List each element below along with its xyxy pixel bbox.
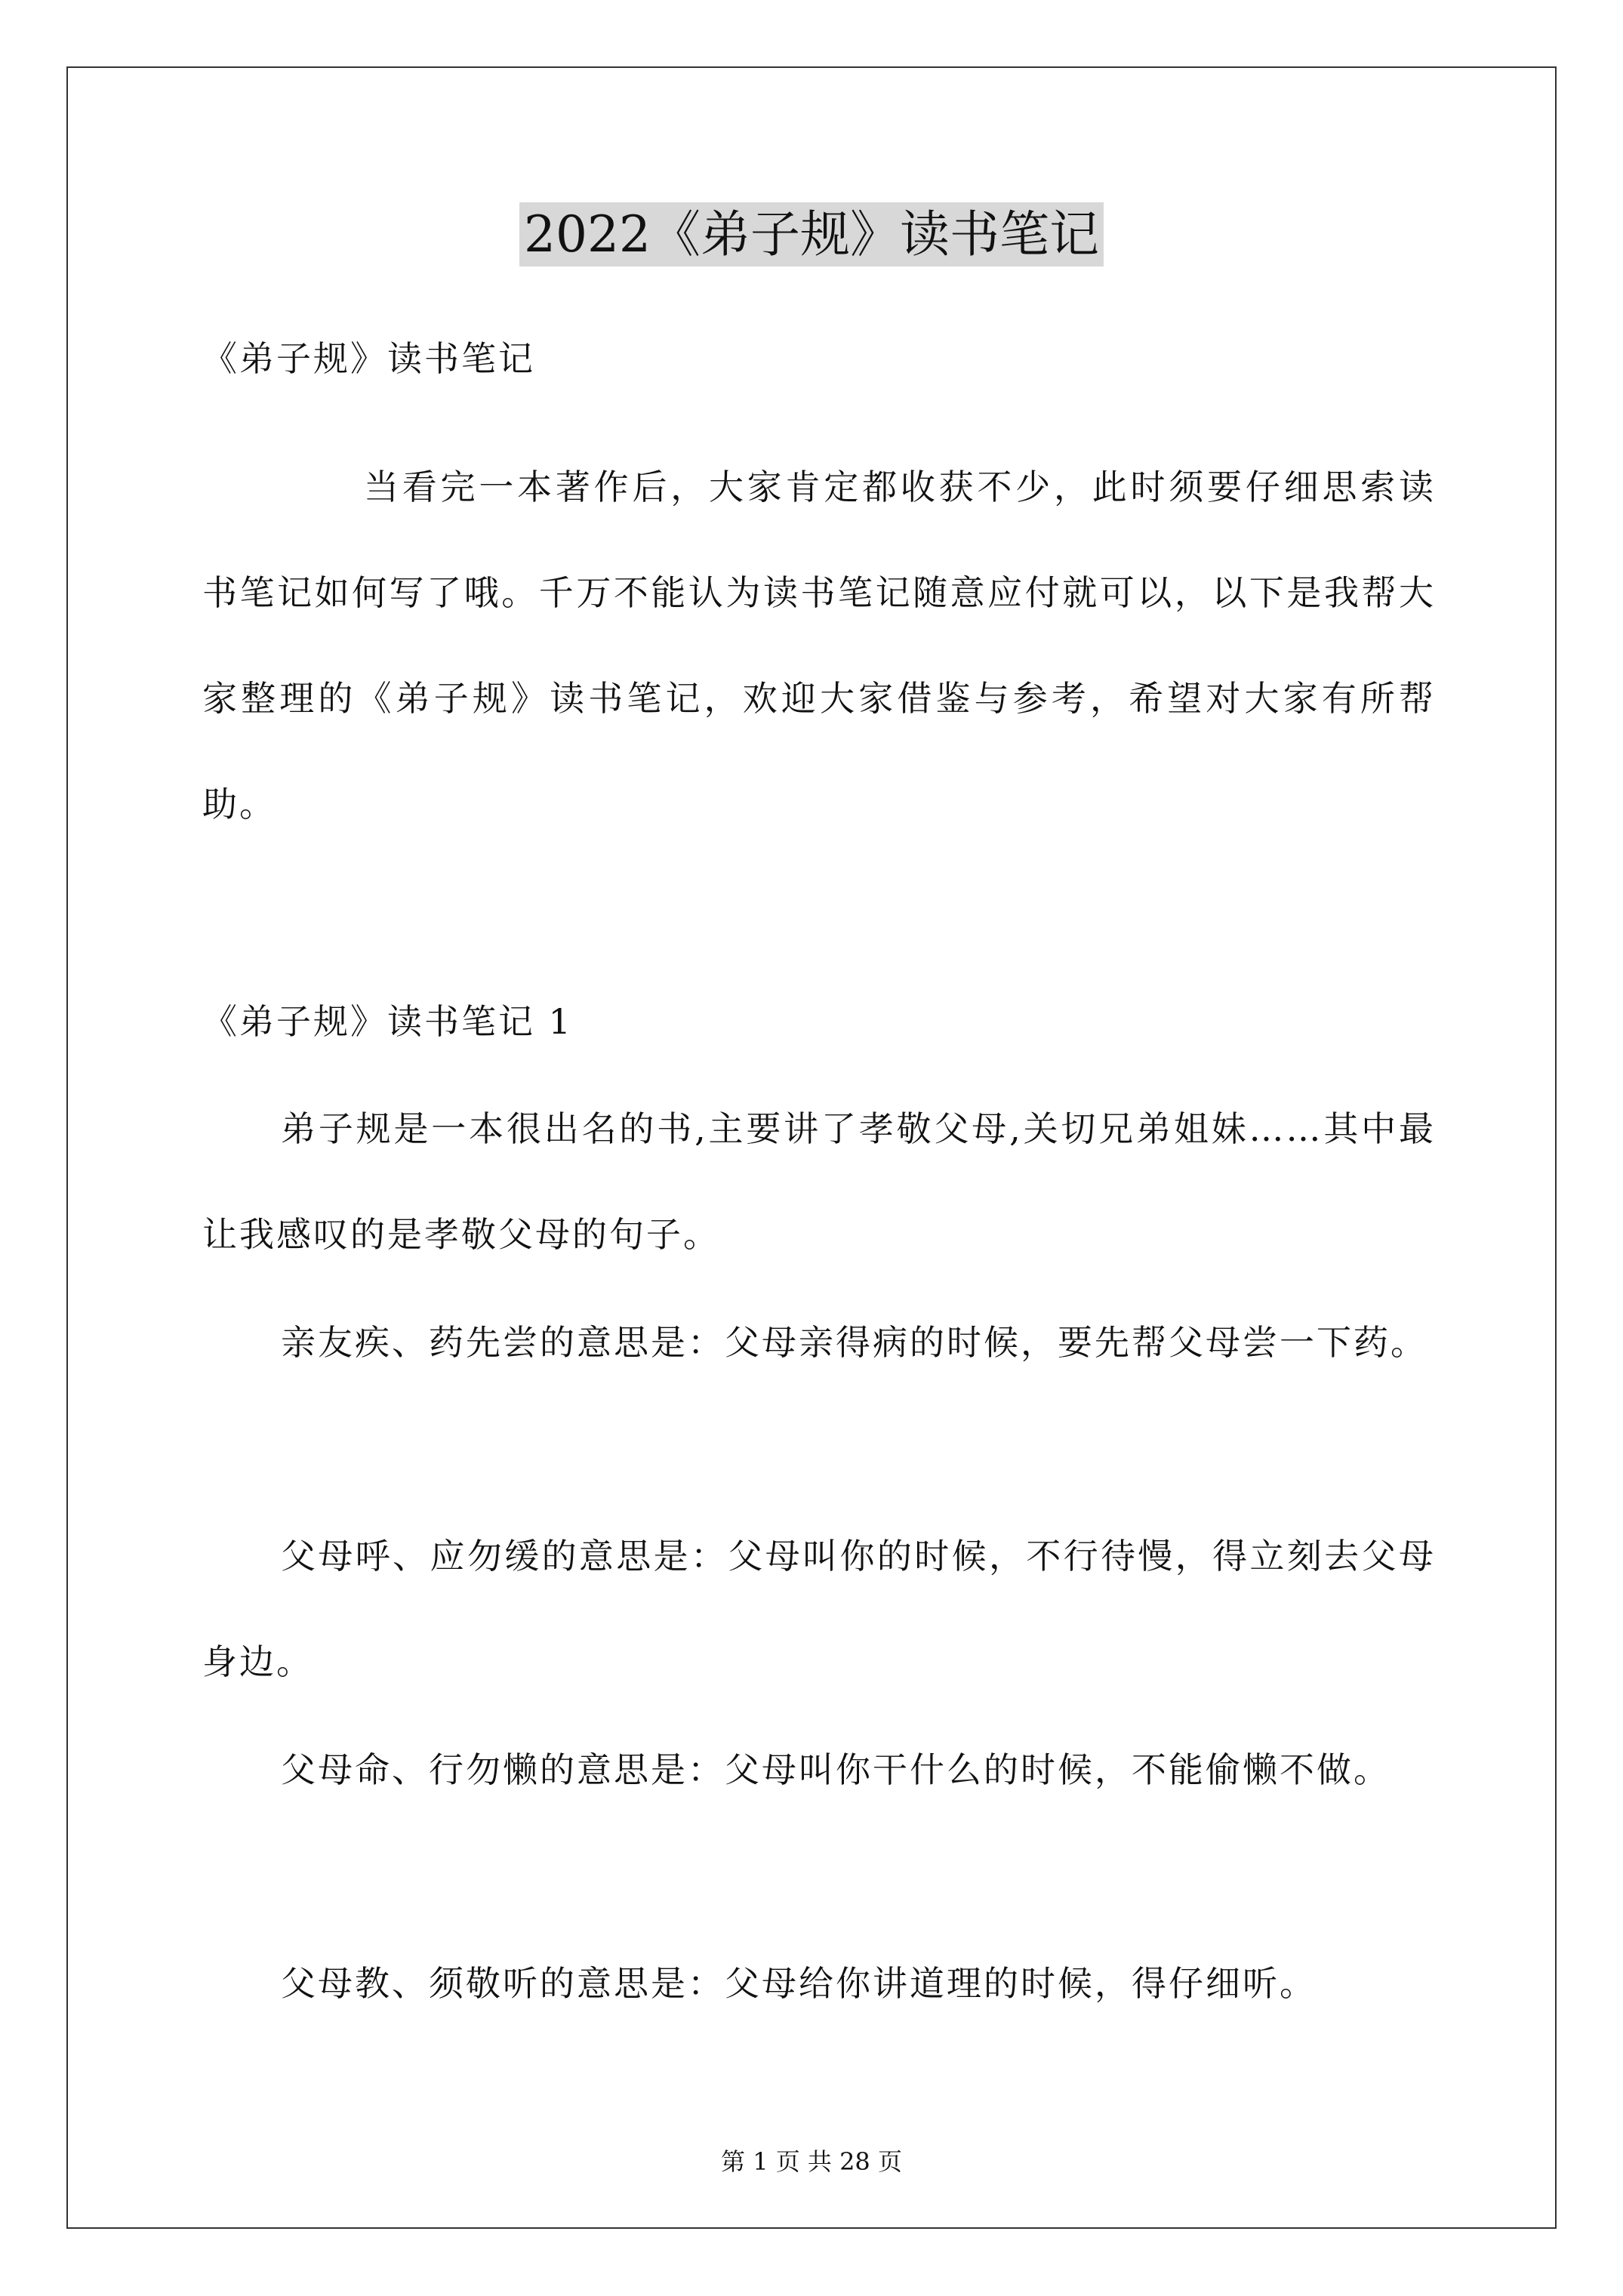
body-paragraph-5: 父母教、须敬听的意思是：父母给你讲道理的时候，得仔细听。	[281, 1963, 1317, 2004]
body-paragraph-2: 亲友疾、药先尝的意思是：父母亲得病的时候，要先帮父母尝一下药。	[281, 1322, 1427, 1363]
document-title-text: 2022《弟子规》读书笔记	[519, 202, 1104, 267]
body-paragraph-1: 弟子规是一本很出名的书,主要讲了孝敬父母,关切兄弟姐妹……其中最让我感叹的是孝敬父母的句子。	[202, 1108, 1436, 1255]
body-paragraph-3: 父母呼、应勿缓的意思是：父母叫你的时候，不行待慢，得立刻去父母身边。	[202, 1536, 1436, 1682]
intro-paragraph: 当看完一本著作后，大家肯定都收获不少，此时须要仔细思索读书笔记如何写了哦。千万不能认为读书笔记随意应付就可以，以下是我帮大家整理的《弟子规》读书笔记，欢迎大家借鉴与参考，希望对大家有所帮助。	[202, 467, 1436, 824]
page-footer: 第 1 页 共 28 页	[721, 2147, 902, 2176]
section-heading: 《弟子规》读书笔记 1	[202, 1001, 573, 1042]
body-paragraph-4: 父母命、行勿懒的意思是：父母叫你干什么的时候，不能偷懒不做。	[281, 1749, 1390, 1790]
subheading: 《弟子规》读书笔记	[202, 338, 535, 379]
document-title	[0, 202, 1623, 267]
